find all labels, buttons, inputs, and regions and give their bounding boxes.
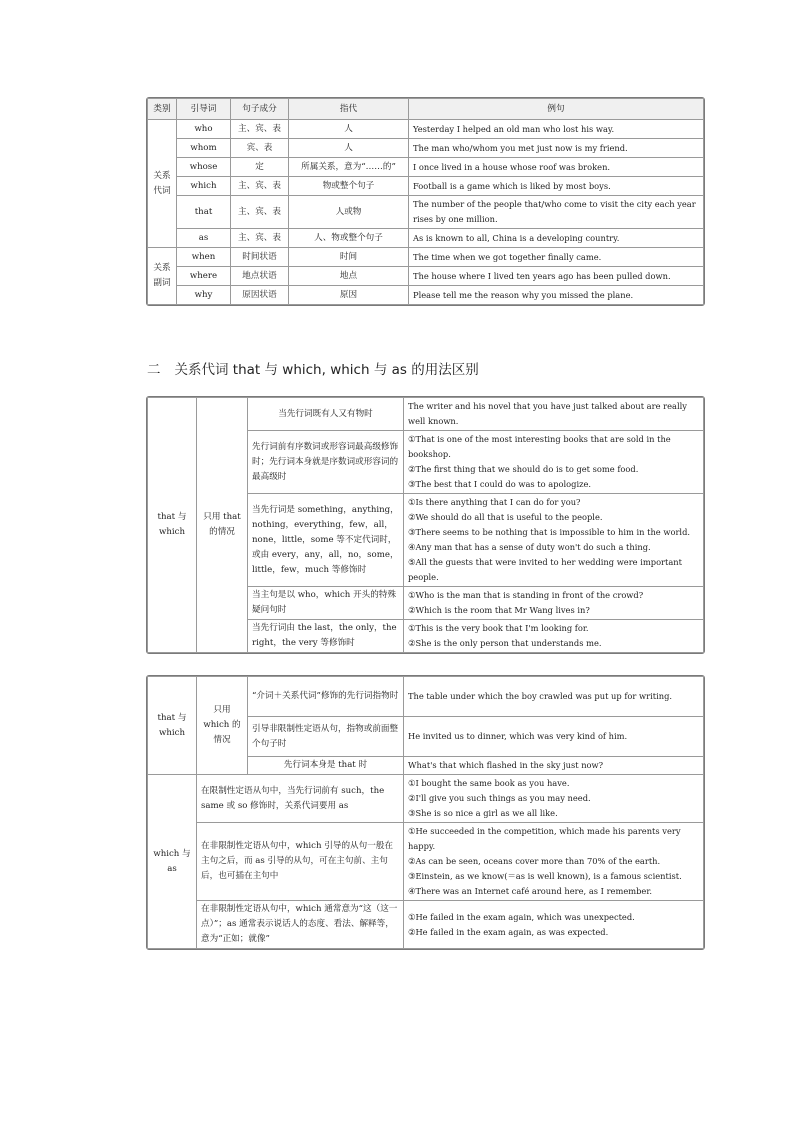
word-cell: as	[177, 229, 231, 248]
condition-cell: 当主句是以 who，which 开头的特殊疑问句时	[248, 587, 404, 620]
example-cell: As is known to all, China is a developing country.	[409, 229, 704, 248]
ref-cell: 人	[289, 139, 409, 158]
example-line: ②The first thing that we should do is to get some food.	[408, 464, 639, 474]
role-cell: 地点状语	[231, 267, 289, 286]
examples-cell	[404, 823, 704, 901]
examples-cell	[404, 398, 704, 431]
that-vs-which-table	[147, 397, 704, 653]
example-line: ③She is so nice a girl as we all like.	[408, 808, 558, 818]
section-number: 二	[147, 362, 161, 378]
role-cell: 定	[231, 158, 289, 177]
group-label-adverb: 关系副词	[148, 248, 177, 305]
example-cell: The man who/whom you met just now is my friend.	[409, 139, 704, 158]
table-row	[148, 286, 704, 305]
condition-cell: 引导非限制性定语从句，指物或前面整个句子时	[248, 717, 404, 757]
example-line: ①This is the very book that I'm looking for.	[408, 623, 589, 633]
role-cell: 时间状语	[231, 248, 289, 267]
example-line: What's that which flashed in the sky just now?	[408, 760, 604, 770]
table-header-row	[148, 99, 704, 120]
ref-cell: 人或物	[289, 196, 409, 229]
examples-cell	[404, 757, 704, 775]
condition-cell: “介词＋关系代词”修饰的先行词指物时	[248, 677, 404, 717]
word-cell: whose	[177, 158, 231, 177]
table-row	[148, 229, 704, 248]
word-cell: which	[177, 177, 231, 196]
table-row	[148, 823, 704, 901]
example-cell: Football is a game which is liked by most boys.	[409, 177, 704, 196]
table-row	[148, 398, 704, 431]
role-cell: 主、宾、表	[231, 229, 289, 248]
group-label-pronoun: 关系代词	[148, 120, 177, 248]
example-line: ②Which is the room that Mr Wang lives in?	[408, 605, 590, 615]
ref-cell: 所属关系，意为“……的”	[289, 158, 409, 177]
table-row	[148, 177, 704, 196]
examples-cell	[404, 775, 704, 823]
example-line: ③There seems to be nothing that is impossible to him in the world.	[408, 527, 691, 537]
example-cell: Yesterday I helped an old man who lost his way.	[409, 120, 704, 139]
example-cell: The house where I lived ten years ago has been pulled down.	[409, 267, 704, 286]
header-cell: 指代	[289, 99, 409, 120]
example-line: ⑤All the guests that were invited to her wedding were important people.	[408, 557, 682, 582]
example-line: ②I'll give you such things as you may need.	[408, 793, 591, 803]
word-cell: that	[177, 196, 231, 229]
section-title-text: 关系代词 that 与 which, which 与 as 的用法区别	[174, 362, 479, 378]
table-row	[148, 158, 704, 177]
examples-cell	[404, 431, 704, 494]
example-line: The table under which the boy crawled was put up for writing.	[408, 691, 673, 701]
example-line: ②She is the only person that understands me.	[408, 638, 602, 648]
header-cell: 引导词	[177, 99, 231, 120]
examples-cell	[404, 620, 704, 653]
condition-cell: 当先行词由 the last，the only，the right，the very 等修饰时	[248, 620, 404, 653]
role-cell: 主、宾、表	[231, 120, 289, 139]
condition-cell: 先行词本身是 that 时	[248, 757, 404, 775]
example-cell: I once lived in a house whose roof was broken.	[409, 158, 704, 177]
word-cell: why	[177, 286, 231, 305]
role-cell: 原因状语	[231, 286, 289, 305]
group-label: that 与 which	[148, 677, 197, 775]
ref-cell: 人、物或整个句子	[289, 229, 409, 248]
condition-cell: 在限制性定语从句中，当先行词前有 such，the same 或 so 修饰时，关系代词要用 as	[197, 775, 404, 823]
table-row	[148, 901, 704, 949]
example-line: ①He succeeded in the competition, which made his parents very happy.	[408, 826, 681, 851]
example-line: ①Is there anything that I can do for you?	[408, 497, 581, 507]
example-line: ②As can be seen, oceans cover more than 70% of the earth.	[408, 856, 661, 866]
example-cell: The time when we got together finally came.	[409, 248, 704, 267]
example-cell: The number of the people that/who come to visit the city each year rises by one million.	[409, 196, 704, 229]
example-line: ①I bought the same book as you have.	[408, 778, 570, 788]
example-line: ②We should do all that is useful to the people.	[408, 512, 603, 522]
example-cell: Please tell me the reason why you missed the plane.	[409, 286, 704, 305]
sub-label: 只用 which 的情况	[197, 677, 248, 775]
table-row	[148, 139, 704, 158]
group-label: which 与 as	[148, 775, 197, 949]
example-line: ④There was an Internet café around here, as I remember.	[408, 886, 653, 896]
example-line: The writer and his novel that you have just talked about are really well known.	[408, 401, 687, 426]
section-title	[147, 358, 479, 378]
table-row	[148, 120, 704, 139]
condition-cell: 先行词前有序数词或形容词最高级修饰时；先行词本身就是序数词或形容词的最高级时	[248, 431, 404, 494]
sub-label: 只用 that 的情况	[197, 398, 248, 653]
role-cell: 宾、表	[231, 139, 289, 158]
ref-cell: 人	[289, 120, 409, 139]
role-cell: 主、宾、表	[231, 196, 289, 229]
condition-cell: 在非限制性定语从句中，which 通常意为“这（这一点）”；as 通常表示说话人的态度、看法、解释等，意为“正如；就像”	[197, 901, 404, 949]
examples-cell	[404, 901, 704, 949]
word-cell: whom	[177, 139, 231, 158]
header-cell: 类别	[148, 99, 177, 120]
ref-cell: 原因	[289, 286, 409, 305]
example-line: ①He failed in the exam again, which was unexpected.	[408, 911, 635, 922]
header-cell: 句子成分	[231, 99, 289, 120]
example-line: ②He failed in the exam again, as was expected.	[408, 926, 609, 937]
example-line: ④Any man that has a sense of duty won't do such a thing.	[408, 542, 651, 552]
table-row	[148, 775, 704, 823]
ref-cell: 地点	[289, 267, 409, 286]
example-line: ①Who is the man that is standing in front of the crowd?	[408, 590, 644, 600]
header-cell: 例句	[409, 99, 704, 120]
which-vs-as-table	[147, 676, 704, 949]
word-cell: when	[177, 248, 231, 267]
group-label: that 与 which	[148, 398, 197, 653]
condition-cell: 当先行词既有人又有物时	[248, 398, 404, 431]
table-row	[148, 248, 704, 267]
ref-cell: 物或整个句子	[289, 177, 409, 196]
examples-cell	[404, 587, 704, 620]
table-row	[148, 196, 704, 229]
examples-cell	[404, 717, 704, 757]
example-line: ③Einstein, as we know(＝as is well known), is a famous scientist.	[408, 871, 682, 881]
condition-cell: 在非限制性定语从句中，which 引导的从句一般在主句之后，而 as 引导的从句，可在主句前、主句后，也可插在主句中	[197, 823, 404, 901]
example-line: ①That is one of the most interesting books that are sold in the bookshop.	[408, 434, 671, 459]
relative-word-table	[147, 98, 704, 305]
condition-cell: 当先行词是 something，anything，nothing，everything，few，all，none，little，some 等不定代词时，或由 every，any，all，no，some，little，few，much 等修饰时	[248, 494, 404, 587]
examples-cell	[404, 677, 704, 717]
example-line: ③The best that I could do was to apologize.	[408, 479, 592, 489]
role-cell: 主、宾、表	[231, 177, 289, 196]
table-row	[148, 267, 704, 286]
example-line: He invited us to dinner, which was very kind of him.	[408, 731, 628, 741]
ref-cell: 时间	[289, 248, 409, 267]
word-cell: where	[177, 267, 231, 286]
word-cell: who	[177, 120, 231, 139]
table-row	[148, 677, 704, 717]
examples-cell	[404, 494, 704, 587]
